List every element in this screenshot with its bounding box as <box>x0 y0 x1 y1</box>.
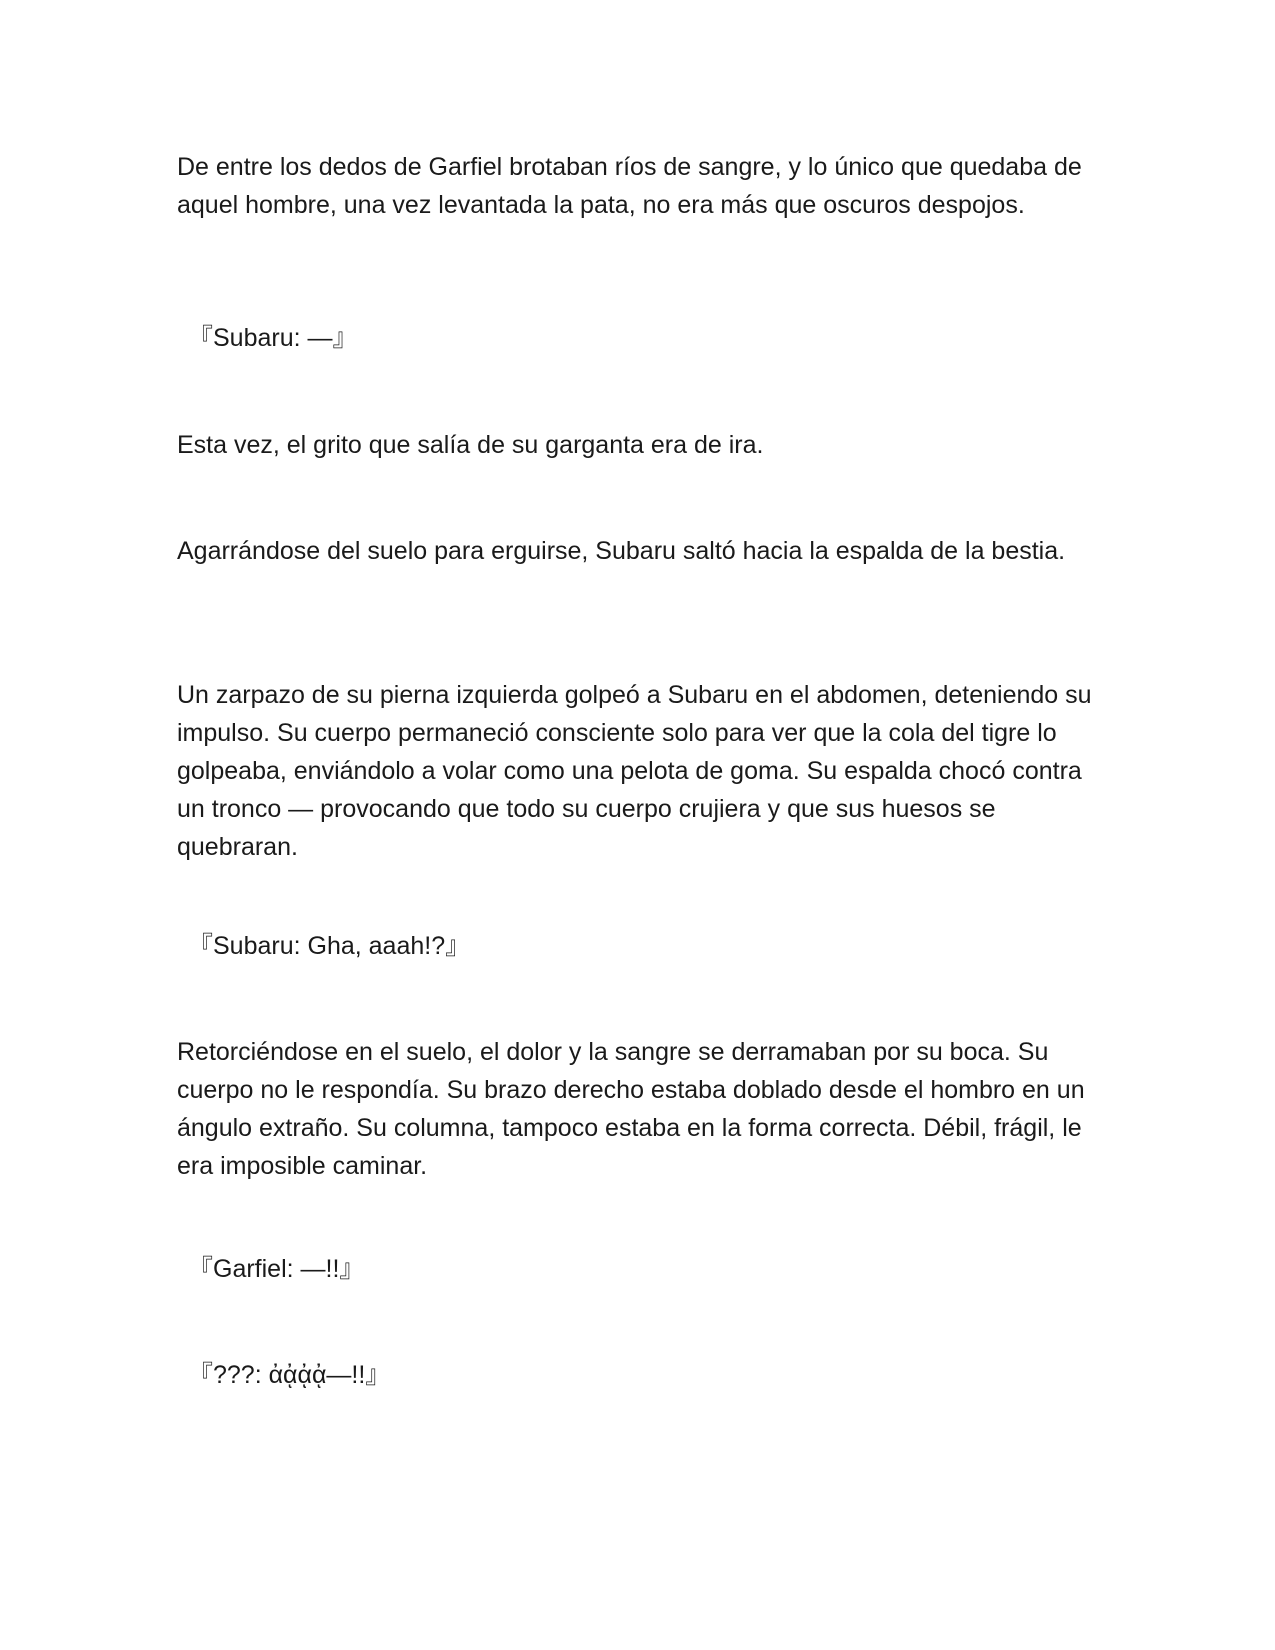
dialogue-line: 『???: ἀᾀᾀᾀ—!!』 <box>188 1361 391 1389</box>
narration-paragraph: Esta vez, el grito que salía de su garganta era de ira. <box>177 431 764 459</box>
narration-paragraph: Retorciéndose en el suelo, el dolor y la sangre se derramaban por su boca. Su cuerpo no le respondía. Su brazo derecho estaba doblado desde el hombro en un ángulo extraño. Su columna, tampoco estaba en la forma correcta. Débil, frágil, le era imposible caminar. <box>177 1038 1085 1180</box>
narration-paragraph: Agarrándose del suelo para erguirse, Subaru saltó hacia la espalda de la bestia. <box>177 537 1066 565</box>
dialogue-line: 『Subaru: Gha, aaah!?』 <box>188 932 471 960</box>
dialogue-line: 『Garfiel: —!!』 <box>188 1255 365 1283</box>
narration-paragraph: Un zarpazo de su pierna izquierda golpeó a Subaru en el abdomen, deteniendo su impulso. Su cuerpo permaneció consciente solo para ver que la cola del tigre lo golpeaba, enviándolo a volar como una pelota de goma. Su espalda chocó contra un tronco — provocando que todo su cuerpo crujiera y que sus huesos se quebraran. <box>177 681 1092 861</box>
narration-paragraph: De entre los dedos de Garfiel brotaban ríos de sangre, y lo único que quedaba de aquel hombre, una vez levantada la pata, no era más que oscuros despojos. <box>177 153 1082 219</box>
dialogue-line: 『Subaru: —』 <box>188 324 358 352</box>
